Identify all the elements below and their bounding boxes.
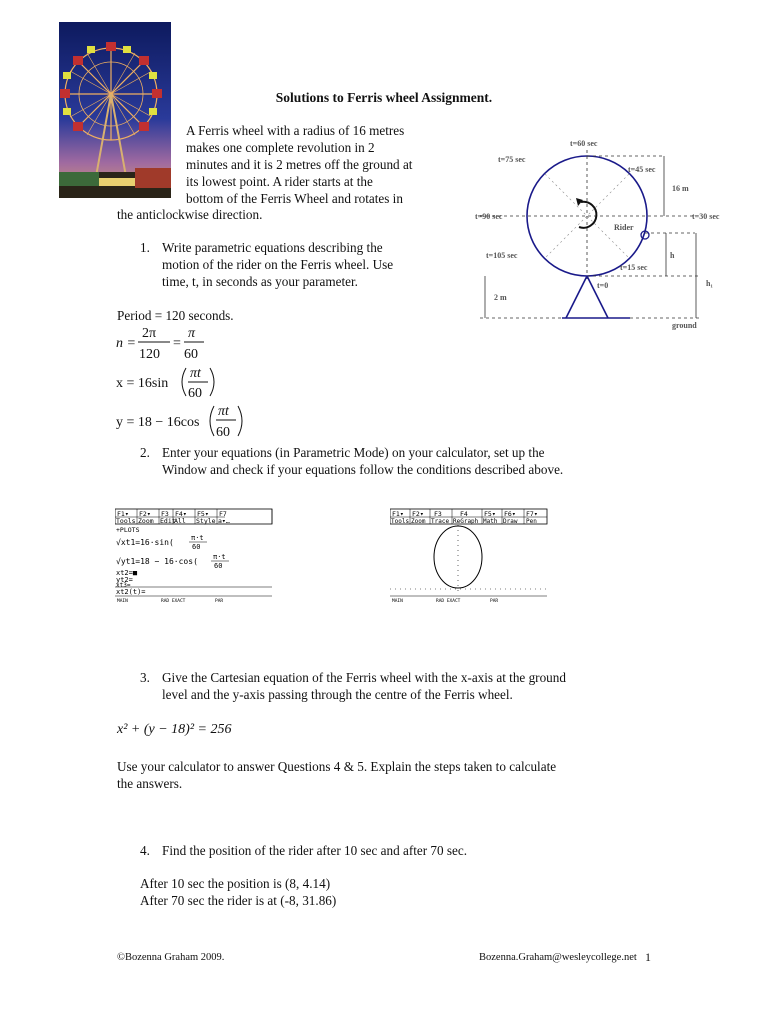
answer-line: After 70 sec the rider is at (-8, 31.86)	[140, 893, 337, 908]
question-1	[140, 239, 460, 291]
question-3	[140, 669, 660, 705]
calc-tab: F6▾	[504, 510, 516, 518]
calc-tab: F1▾	[392, 510, 404, 518]
question-line: level and the y-axis passing through the centre of the Ferris wheel.	[162, 687, 513, 702]
question-line: Give the Cartesian equation of the Ferris wheel with the x-axis at the ground	[162, 670, 566, 685]
calc-subtab: Edit	[160, 517, 176, 525]
eq-n-num1: 2π	[142, 326, 157, 341]
label-t0: t=0	[597, 281, 609, 290]
calc-subtab: ReGraph	[453, 518, 479, 525]
calculator-note	[117, 758, 657, 792]
calc-line: xt2(t)=	[116, 588, 146, 596]
intro-line: A Ferris wheel with a radius of 16 metres	[186, 123, 405, 138]
calc-line: xt3=	[116, 582, 131, 589]
eq-n-eq: =	[173, 336, 181, 351]
calc-tab: F1▾	[117, 510, 129, 518]
eq-x-den: 60	[188, 386, 202, 401]
eq-n-den1: 120	[139, 347, 160, 362]
equations	[112, 322, 262, 444]
question-4	[140, 842, 640, 860]
calc-tab: F7▾	[526, 510, 538, 518]
calc-tab: F5▾	[197, 510, 209, 518]
calc-subtab: Draw	[503, 518, 518, 525]
eq-y-den: 60	[216, 425, 230, 440]
page-number: 1	[645, 950, 651, 964]
page-title: Solutions to Ferris wheel Assignment.	[275, 90, 493, 105]
answer-line: After 10 sec the position is (8, 4.14)	[140, 876, 331, 891]
label-16m: 16 m	[672, 184, 689, 193]
intro-line: bottom of the Ferris Wheel and rotates in	[186, 191, 403, 206]
label-h1: h₁	[706, 279, 713, 288]
calc-subtab: Math	[483, 518, 498, 525]
question-number: 2.	[140, 445, 150, 460]
label-t30: t=30 sec	[692, 212, 720, 221]
calc-status: PAR	[215, 599, 224, 604]
label-rider: Rider	[614, 223, 634, 232]
calc-subtab: Zoom	[411, 518, 426, 525]
intro-line: makes one complete revolution in 2	[186, 140, 375, 155]
calc-frac: 60	[192, 543, 201, 551]
intro-line: minutes and it is 2 metres off the ground at	[186, 157, 413, 172]
question-line: Find the position of the rider after 10 sec and after 70 sec.	[162, 843, 468, 858]
eq-n-lhs: n =	[116, 336, 136, 351]
calc-frac: π·t	[191, 534, 204, 542]
calc-line: xt2=■	[116, 569, 138, 577]
note-line: the answers.	[117, 776, 183, 791]
calc-subtab: Style	[196, 517, 216, 525]
calc-status: PAR	[490, 599, 499, 604]
calc-subtab: Pen	[526, 518, 537, 525]
calc-line: +PLOTS	[116, 526, 140, 534]
footer-copyright: ©Bozenna Graham 2009.	[117, 952, 225, 963]
ferris-wheel-diagram	[470, 130, 760, 335]
calc-tab: F3	[161, 510, 169, 518]
question-line: Enter your equations (in Parametric Mode) on your calculator, set up the	[162, 445, 545, 460]
eq-n-num2: π	[188, 326, 196, 341]
period-text: Period = 120 seconds.	[117, 308, 234, 323]
footer-email: Bozenna.Graham@wesleycollege.net	[479, 952, 637, 963]
calc-tab: F4▾	[175, 510, 187, 518]
calc-frac: π·t	[213, 553, 226, 561]
calc-tab: F4	[460, 510, 468, 518]
label-t105: t=105 sec	[486, 251, 518, 260]
question-2	[140, 444, 660, 480]
calc-status: RAD EXACT	[161, 599, 186, 604]
calc-subtab: Tools	[391, 518, 410, 525]
calc-tab: F7	[219, 510, 227, 518]
label-ground: ground	[672, 321, 697, 330]
label-t90: t=90 sec	[475, 212, 503, 221]
question-number: 3.	[140, 670, 150, 685]
intro-paragraph	[186, 122, 458, 207]
calc-subtab: a▾…	[218, 517, 230, 525]
calculator-screen-graph	[390, 507, 550, 605]
calc-status: MAIN	[117, 599, 128, 604]
answers	[140, 875, 540, 909]
eq-x-lhs: x = 16sin	[116, 376, 169, 391]
calc-line: √yt1=18 − 16·cos(	[116, 557, 198, 566]
question-number: 4.	[140, 843, 150, 858]
calc-subtab: Trace	[431, 518, 450, 525]
question-line: motion of the rider on the Ferris wheel. Use	[162, 257, 394, 272]
calc-status: RAD EXACT	[436, 599, 461, 604]
question-line: Window and check if your equations follow the conditions described above.	[162, 462, 564, 477]
question-number: 1.	[140, 240, 150, 255]
calc-subtab: Zoom	[138, 517, 154, 525]
calc-subtab: Tools	[116, 517, 136, 525]
question-line: time, t, in seconds as your parameter.	[162, 274, 358, 289]
calc-line: yt2=	[116, 576, 133, 584]
calc-line: √xt1=16·sin(	[116, 538, 174, 547]
eq-n-den2: 60	[184, 347, 198, 362]
calc-tab: F5▾	[484, 510, 496, 518]
question-line: Write parametric equations describing the	[162, 240, 383, 255]
calc-status: MAIN	[392, 599, 403, 604]
intro-line: its lowest point. A rider starts at the	[186, 174, 373, 189]
eq-x-num: πt	[190, 366, 201, 381]
ferris-wheel-photo	[59, 22, 171, 198]
note-line: Use your calculator to answer Questions 4 & 5. Explain the steps taken to calculate	[117, 759, 557, 774]
label-t45: t=45 sec	[628, 165, 656, 174]
label-t60: t=60 sec	[570, 139, 598, 148]
label-h: h	[670, 251, 675, 260]
eq-y-lhs: y = 18 − 16cos	[116, 415, 200, 430]
label-2m: 2 m	[494, 293, 507, 302]
intro-tail: the anticlockwise direction.	[117, 207, 263, 222]
eq-y-num: πt	[218, 404, 229, 419]
calc-tab: F3	[434, 510, 442, 518]
label-t75: t=75 sec	[498, 155, 526, 164]
calc-subtab: All	[174, 517, 186, 525]
calc-tab: F2▾	[412, 510, 424, 518]
cartesian-equation: x² + (y − 18)² = 256	[117, 722, 232, 737]
calc-tab: F2▾	[139, 510, 151, 518]
calculator-screen-equations	[115, 507, 275, 605]
calc-frac: 60	[214, 562, 223, 570]
label-t15: t=15 sec	[620, 263, 648, 272]
